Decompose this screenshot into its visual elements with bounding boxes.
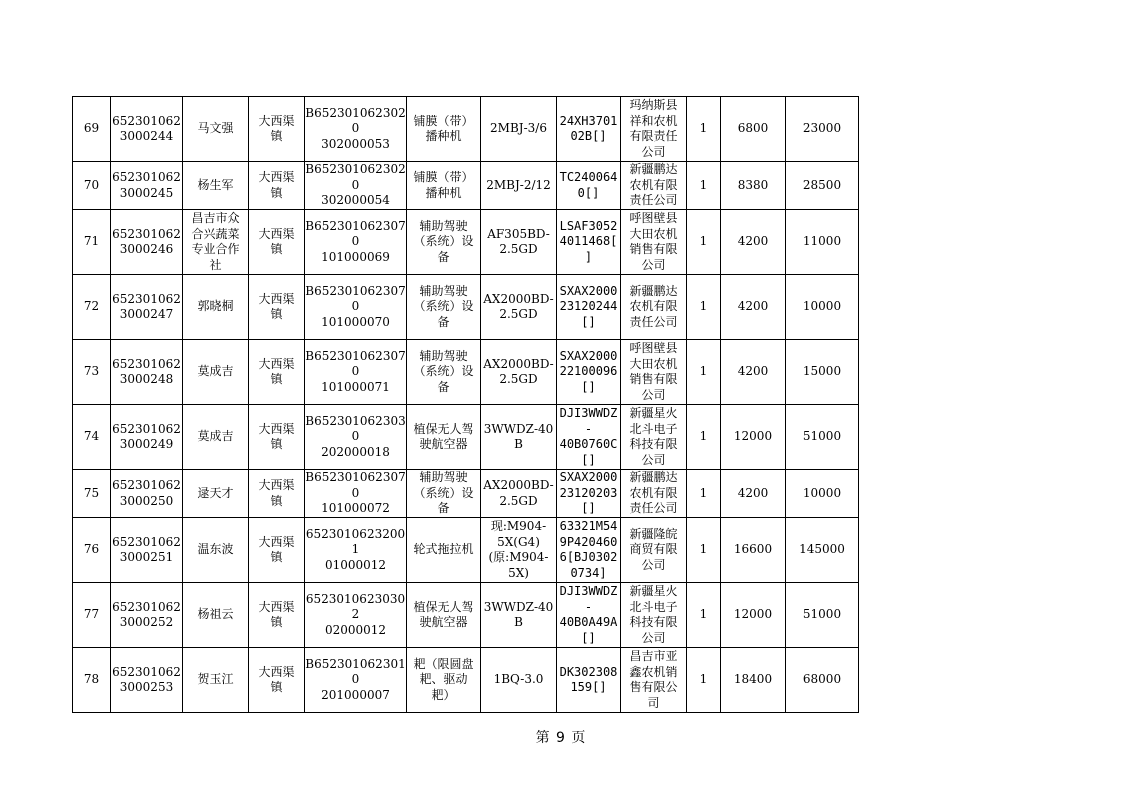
cell-seq: 78 bbox=[73, 648, 111, 713]
cell-equipment-code: B6523010623070 101000069 bbox=[305, 210, 407, 275]
cell-price: 51000 bbox=[786, 405, 859, 470]
cell-equipment-code: 65230106230302 02000012 bbox=[305, 583, 407, 648]
cell-subsidy: 12000 bbox=[721, 405, 786, 470]
cell-town: 大西渠 镇 bbox=[249, 648, 305, 713]
cell-machine-type: 辅助驾驶 （系统）设 备 bbox=[407, 210, 481, 275]
cell-name: 贺玉江 bbox=[183, 648, 249, 713]
cell-equipment-code: B6523010623070 101000072 bbox=[305, 470, 407, 518]
cell-subsidy: 18400 bbox=[721, 648, 786, 713]
cell-model: 2MBJ-2/12 bbox=[481, 162, 557, 210]
cell-record-id: 652301062 3000247 bbox=[111, 275, 183, 340]
cell-quantity: 1 bbox=[687, 210, 721, 275]
cell-town: 大西渠 镇 bbox=[249, 275, 305, 340]
cell-seq: 77 bbox=[73, 583, 111, 648]
cell-record-id: 652301062 3000249 bbox=[111, 405, 183, 470]
cell-serial: 63321M54 9P420460 6[BJ0302 0734] bbox=[557, 518, 621, 583]
cell-machine-type: 辅助驾驶 （系统）设 备 bbox=[407, 275, 481, 340]
cell-town: 大西渠 镇 bbox=[249, 97, 305, 162]
table-row bbox=[73, 340, 859, 405]
cell-dealer: 新疆隆皖 商贸有限 公司 bbox=[621, 518, 687, 583]
cell-seq: 75 bbox=[73, 470, 111, 518]
cell-quantity: 1 bbox=[687, 275, 721, 340]
cell-quantity: 1 bbox=[687, 518, 721, 583]
cell-record-id: 652301062 3000251 bbox=[111, 518, 183, 583]
cell-record-id: 652301062 3000244 bbox=[111, 97, 183, 162]
cell-serial: DK302308 159[] bbox=[557, 648, 621, 713]
table-row bbox=[73, 97, 859, 162]
cell-name: 杨生军 bbox=[183, 162, 249, 210]
cell-quantity: 1 bbox=[687, 162, 721, 210]
cell-price: 15000 bbox=[786, 340, 859, 405]
cell-quantity: 1 bbox=[687, 583, 721, 648]
cell-quantity: 1 bbox=[687, 648, 721, 713]
cell-record-id: 652301062 3000246 bbox=[111, 210, 183, 275]
cell-dealer: 新疆星火 北斗电子 科技有限 公司 bbox=[621, 583, 687, 648]
cell-name: 昌吉市众 合兴蔬菜 专业合作 社 bbox=[183, 210, 249, 275]
cell-machine-type: 轮式拖拉机 bbox=[407, 518, 481, 583]
cell-machine-type: 铺膜（带） 播种机 bbox=[407, 162, 481, 210]
table-row bbox=[73, 210, 859, 275]
cell-equipment-code: B6523010623020 302000054 bbox=[305, 162, 407, 210]
cell-serial: DJI3WWDZ - 40B0760C [] bbox=[557, 405, 621, 470]
cell-town: 大西渠 镇 bbox=[249, 340, 305, 405]
cell-record-id: 652301062 3000250 bbox=[111, 470, 183, 518]
cell-town: 大西渠 镇 bbox=[249, 210, 305, 275]
cell-record-id: 652301062 3000252 bbox=[111, 583, 183, 648]
cell-model: 3WWDZ-40B bbox=[481, 405, 557, 470]
cell-subsidy: 4200 bbox=[721, 470, 786, 518]
subsidy-table bbox=[72, 96, 859, 713]
cell-price: 28500 bbox=[786, 162, 859, 210]
cell-model: AX2000BD- 2.5GD bbox=[481, 470, 557, 518]
cell-name: 马文强 bbox=[183, 97, 249, 162]
cell-dealer: 新疆星火 北斗电子 科技有限 公司 bbox=[621, 405, 687, 470]
cell-equipment-code: B6523010623010 201000007 bbox=[305, 648, 407, 713]
cell-seq: 69 bbox=[73, 97, 111, 162]
cell-town: 大西渠 镇 bbox=[249, 518, 305, 583]
cell-machine-type: 耙（限圆盘 耙、驱动 耙） bbox=[407, 648, 481, 713]
cell-quantity: 1 bbox=[687, 470, 721, 518]
cell-name: 莫成吉 bbox=[183, 340, 249, 405]
cell-price: 11000 bbox=[786, 210, 859, 275]
cell-model: 1BQ-3.0 bbox=[481, 648, 557, 713]
table-row bbox=[73, 583, 859, 648]
cell-machine-type: 植保无人驾 驶航空器 bbox=[407, 405, 481, 470]
cell-record-id: 652301062 3000245 bbox=[111, 162, 183, 210]
cell-name: 逯天才 bbox=[183, 470, 249, 518]
cell-subsidy: 12000 bbox=[721, 583, 786, 648]
cell-subsidy: 4200 bbox=[721, 275, 786, 340]
cell-model: AF305BD- 2.5GD bbox=[481, 210, 557, 275]
cell-machine-type: 铺膜（带） 播种机 bbox=[407, 97, 481, 162]
cell-seq: 72 bbox=[73, 275, 111, 340]
cell-price: 51000 bbox=[786, 583, 859, 648]
cell-dealer: 玛纳斯县 祥和农机 有限责任 公司 bbox=[621, 97, 687, 162]
table-row bbox=[73, 275, 859, 340]
cell-dealer: 新疆鹏达 农机有限 责任公司 bbox=[621, 470, 687, 518]
cell-town: 大西渠 镇 bbox=[249, 583, 305, 648]
cell-subsidy: 6800 bbox=[721, 97, 786, 162]
cell-dealer: 新疆鹏达 农机有限 责任公司 bbox=[621, 162, 687, 210]
cell-equipment-code: B6523010623020 302000053 bbox=[305, 97, 407, 162]
cell-name: 温东波 bbox=[183, 518, 249, 583]
cell-record-id: 652301062 3000248 bbox=[111, 340, 183, 405]
cell-equipment-code: B6523010623030 202000018 bbox=[305, 405, 407, 470]
table-row bbox=[73, 405, 859, 470]
cell-seq: 76 bbox=[73, 518, 111, 583]
cell-record-id: 652301062 3000253 bbox=[111, 648, 183, 713]
cell-dealer: 昌吉市亚 鑫农机销 售有限公 司 bbox=[621, 648, 687, 713]
cell-serial: LSAF3052 4011468[ ] bbox=[557, 210, 621, 275]
cell-price: 10000 bbox=[786, 275, 859, 340]
cell-name: 莫成吉 bbox=[183, 405, 249, 470]
cell-name: 郭晓桐 bbox=[183, 275, 249, 340]
cell-dealer: 呼图壁县 大田农机 销售有限 公司 bbox=[621, 340, 687, 405]
cell-seq: 73 bbox=[73, 340, 111, 405]
table-row bbox=[73, 518, 859, 583]
cell-machine-type: 植保无人驾 驶航空器 bbox=[407, 583, 481, 648]
cell-model: AX2000BD- 2.5GD bbox=[481, 275, 557, 340]
cell-serial: 24XH3701 02B[] bbox=[557, 97, 621, 162]
cell-equipment-code: 65230106232001 01000012 bbox=[305, 518, 407, 583]
cell-equipment-code: B6523010623070 101000070 bbox=[305, 275, 407, 340]
cell-seq: 74 bbox=[73, 405, 111, 470]
cell-serial: SXAX2000 23120203 [] bbox=[557, 470, 621, 518]
cell-seq: 71 bbox=[73, 210, 111, 275]
cell-subsidy: 4200 bbox=[721, 210, 786, 275]
cell-name: 杨祖云 bbox=[183, 583, 249, 648]
cell-serial: DJI3WWDZ - 40B0A49A [] bbox=[557, 583, 621, 648]
cell-price: 10000 bbox=[786, 470, 859, 518]
cell-quantity: 1 bbox=[687, 405, 721, 470]
cell-model: 3WWDZ-40B bbox=[481, 583, 557, 648]
table-row bbox=[73, 162, 859, 210]
cell-town: 大西渠 镇 bbox=[249, 162, 305, 210]
cell-dealer: 新疆鹏达 农机有限 责任公司 bbox=[621, 275, 687, 340]
cell-price: 145000 bbox=[786, 518, 859, 583]
cell-subsidy: 4200 bbox=[721, 340, 786, 405]
cell-machine-type: 辅助驾驶 （系统）设 备 bbox=[407, 340, 481, 405]
cell-serial: TC240064 0[] bbox=[557, 162, 621, 210]
cell-machine-type: 辅助驾驶 （系统）设 备 bbox=[407, 470, 481, 518]
cell-equipment-code: B6523010623070 101000071 bbox=[305, 340, 407, 405]
cell-serial: SXAX2000 22100096 [] bbox=[557, 340, 621, 405]
table-body bbox=[73, 97, 859, 713]
cell-quantity: 1 bbox=[687, 97, 721, 162]
cell-price: 23000 bbox=[786, 97, 859, 162]
cell-model: 2MBJ-3/6 bbox=[481, 97, 557, 162]
cell-town: 大西渠 镇 bbox=[249, 405, 305, 470]
cell-dealer: 呼图壁县 大田农机 销售有限 公司 bbox=[621, 210, 687, 275]
cell-subsidy: 16600 bbox=[721, 518, 786, 583]
cell-town: 大西渠 镇 bbox=[249, 470, 305, 518]
page-number: 第 9 页 bbox=[535, 730, 587, 746]
cell-model: AX2000BD- 2.5GD bbox=[481, 340, 557, 405]
cell-quantity: 1 bbox=[687, 340, 721, 405]
cell-seq: 70 bbox=[73, 162, 111, 210]
cell-model: 现:M904- 5X(G4) (原:M904- 5X) bbox=[481, 518, 557, 583]
cell-subsidy: 8380 bbox=[721, 162, 786, 210]
cell-price: 68000 bbox=[786, 648, 859, 713]
table-row bbox=[73, 470, 859, 518]
cell-serial: SXAX2000 23120244 [] bbox=[557, 275, 621, 340]
table-row bbox=[73, 648, 859, 713]
